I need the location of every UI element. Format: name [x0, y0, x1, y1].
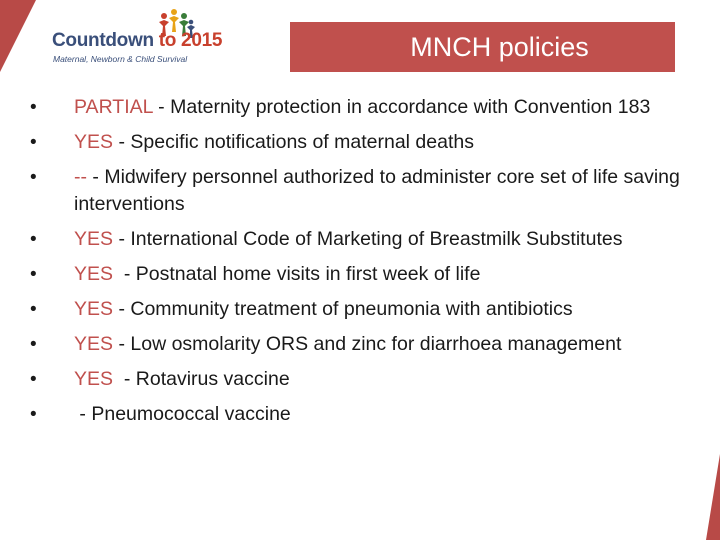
policy-status: YES	[74, 263, 114, 285]
title-bar	[290, 22, 675, 72]
bullet-icon: •	[30, 299, 37, 320]
policy-text: Midwifery personnel authorized to administer core set of life saving interventions	[74, 166, 680, 215]
policy-text: Pneumococcal vaccine	[91, 403, 291, 425]
countdown-logo	[52, 8, 223, 64]
bullet-icon: •	[30, 334, 37, 355]
policy-item	[30, 296, 690, 323]
corner-decoration-bottom-right	[706, 454, 720, 540]
policy-text: Low osmolarity ORS and zinc for diarrhoea management	[130, 333, 622, 355]
policy-status: YES	[74, 368, 114, 390]
bullet-icon: •	[30, 167, 37, 188]
policy-text: Postnatal home visits in first week of life	[135, 263, 481, 285]
logo-name-part2: to 2015	[158, 30, 223, 51]
policy-status: YES	[74, 298, 114, 320]
policy-text: International Code of Marketing of Breastmilk Substitutes	[130, 228, 623, 250]
policy-item	[30, 366, 690, 393]
bullet-icon: •	[30, 229, 37, 250]
policy-text: Maternity protection in accordance with Convention 183	[170, 96, 651, 118]
policy-list	[30, 94, 690, 428]
policy-text: Rotavirus vaccine	[135, 368, 290, 390]
policy-item	[30, 401, 690, 428]
policy-separator: -	[152, 96, 171, 118]
bullet-icon: •	[30, 97, 37, 118]
policy-item	[30, 129, 690, 156]
policy-text: Specific notifications of maternal deaths	[130, 131, 474, 153]
logo-title	[52, 30, 222, 52]
policy-separator: -	[113, 298, 131, 320]
policy-separator: -	[113, 263, 136, 285]
policy-separator: -	[113, 333, 131, 355]
bullet-icon: •	[30, 264, 37, 285]
policy-item	[30, 226, 690, 253]
policy-item	[30, 261, 690, 288]
corner-decoration-top-left	[0, 0, 36, 72]
policy-separator: -	[113, 228, 131, 250]
policy-separator: -	[113, 368, 136, 390]
policy-status: YES	[74, 131, 114, 153]
page-title: MNCH policies	[410, 31, 589, 62]
policy-text: Community treatment of pneumonia with antibiotics	[130, 298, 573, 320]
policy-status: --	[74, 166, 87, 188]
policy-separator: -	[74, 403, 92, 425]
policy-status: PARTIAL	[74, 96, 153, 118]
policy-status: YES	[74, 333, 114, 355]
policy-item	[30, 94, 690, 121]
policy-separator: -	[113, 131, 131, 153]
policy-status: YES	[74, 228, 114, 250]
logo-name-part1: Countdown	[52, 30, 154, 51]
policy-item	[30, 331, 690, 358]
bullet-icon: •	[30, 404, 37, 425]
policy-list-container	[30, 94, 690, 436]
policy-separator: -	[87, 166, 105, 188]
bullet-icon: •	[30, 369, 37, 390]
policy-item	[30, 164, 690, 218]
bullet-icon: •	[30, 132, 37, 153]
logo-tagline: Maternal, Newborn & Child Survival	[53, 54, 188, 64]
